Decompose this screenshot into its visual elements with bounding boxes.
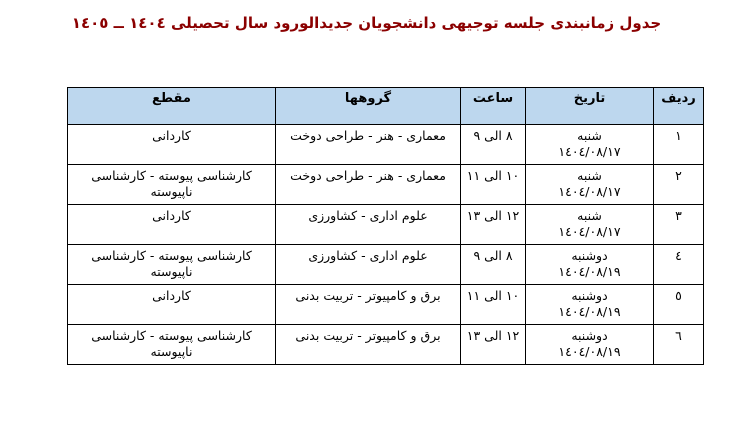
cell-level: کارشناسی پیوسته - کارشناسی ناپیوسته xyxy=(68,245,276,285)
cell-time: ٨ الی ٩ xyxy=(461,125,526,165)
header-cell-time: ساعت xyxy=(461,88,526,125)
cell-time: ١٢ الی ١٣ xyxy=(461,325,526,365)
date-weekday: شنبه xyxy=(577,128,602,143)
table-row xyxy=(68,165,704,205)
cell-time: ٨ الی ٩ xyxy=(461,245,526,285)
cell-date xyxy=(526,285,654,325)
date-weekday: دوشنبه xyxy=(571,328,608,343)
cell-time: ١٠ الی ١١ xyxy=(461,285,526,325)
cell-level: کاردانی xyxy=(68,125,276,165)
cell-level: کارشناسی پیوسته - کارشناسی ناپیوسته xyxy=(68,325,276,365)
table-row xyxy=(68,205,704,245)
cell-groups: علوم اداری - کشاورزی xyxy=(276,205,461,245)
cell-date xyxy=(526,245,654,285)
date-value: ١٤٠٤/٠٨/١٧ xyxy=(558,224,621,239)
header-cell-level: مقطع xyxy=(68,88,276,125)
cell-time: ١٢ الی ١٣ xyxy=(461,205,526,245)
table-row xyxy=(68,125,704,165)
date-value: ١٤٠٤/٠٨/١٧ xyxy=(558,144,621,159)
header-cell-row-number: ردیف xyxy=(654,88,704,125)
cell-date xyxy=(526,325,654,365)
header-cell-date: تاریخ xyxy=(526,88,654,125)
cell-date xyxy=(526,165,654,205)
date-value: ١٤٠٤/٠٨/١٩ xyxy=(558,264,621,279)
cell-row-number: ٦ xyxy=(654,325,704,365)
cell-level: کارشناسی پیوسته - کارشناسی ناپیوسته xyxy=(68,165,276,205)
cell-row-number: ٣ xyxy=(654,205,704,245)
table-row xyxy=(68,325,704,365)
cell-row-number: ٥ xyxy=(654,285,704,325)
cell-groups: علوم اداری - کشاورزی xyxy=(276,245,461,285)
date-weekday: شنبه xyxy=(577,208,602,223)
cell-groups: معماری - هنر - طراحی دوخت xyxy=(276,125,461,165)
cell-date xyxy=(526,125,654,165)
date-weekday: دوشنبه xyxy=(571,288,608,303)
header-row xyxy=(68,88,704,125)
cell-groups: معماری - هنر - طراحی دوخت xyxy=(276,165,461,205)
cell-groups: برق و کامپیوتر - تربیت بدنی xyxy=(276,325,461,365)
date-value: ١٤٠٤/٠٨/١٧ xyxy=(558,184,621,199)
date-value: ١٤٠٤/٠٨/١٩ xyxy=(558,304,621,319)
cell-row-number: ٤ xyxy=(654,245,704,285)
date-weekday: شنبه xyxy=(577,168,602,183)
schedule-table xyxy=(67,87,704,365)
date-weekday: دوشنبه xyxy=(571,248,608,263)
date-value: ١٤٠٤/٠٨/١٩ xyxy=(558,344,621,359)
cell-time: ١٠ الی ١١ xyxy=(461,165,526,205)
header-cell-groups: گروهها xyxy=(276,88,461,125)
table-row xyxy=(68,285,704,325)
cell-row-number: ٢ xyxy=(654,165,704,205)
cell-level: کاردانی xyxy=(68,205,276,245)
cell-row-number: ١ xyxy=(654,125,704,165)
cell-date xyxy=(526,205,654,245)
cell-groups: برق و کامپیوتر - تربیت بدنی xyxy=(276,285,461,325)
page-title: جدول زمانبندی جلسه توجیهی دانشجویان جدیدالورود سال تحصیلی ١٤٠٤ ــ ١٤٠٥ xyxy=(71,14,662,32)
table-row xyxy=(68,245,704,285)
cell-level: کاردانی xyxy=(68,285,276,325)
